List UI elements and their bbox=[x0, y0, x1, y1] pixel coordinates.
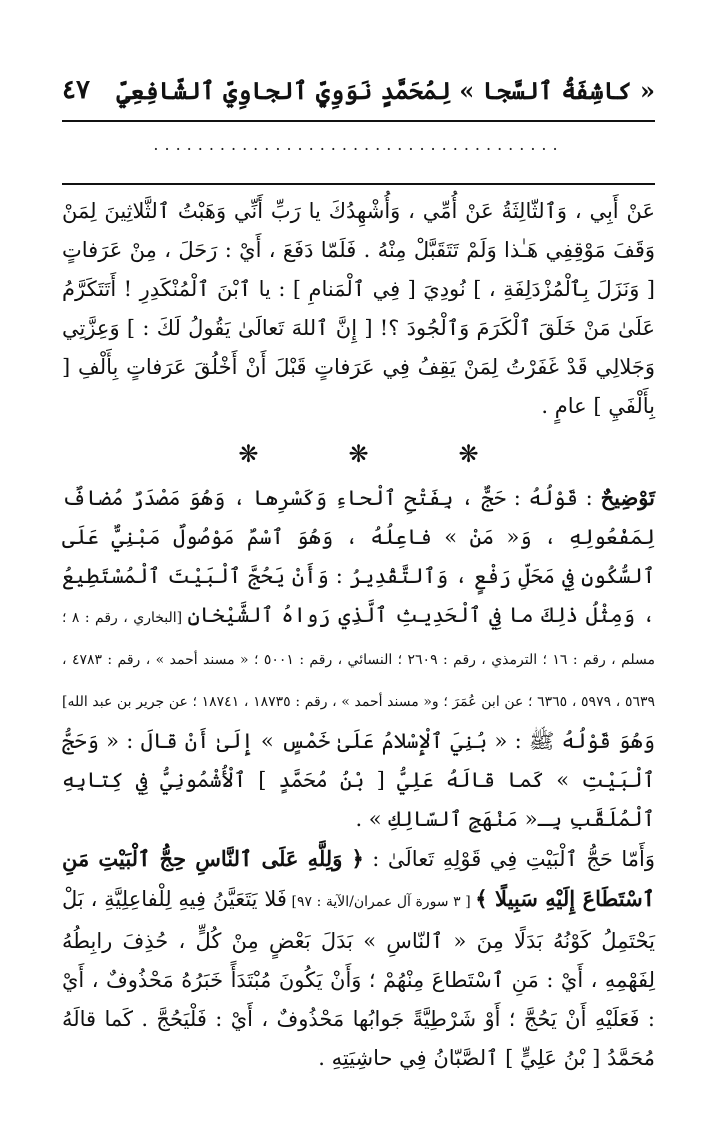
quran-verse: ﴿ وَلِلَّهِ عَلَى ٱلنَّاسِ حِجُّ ٱلْبَيْتِ مَنِ ٱسْتَطَاعَ إِلَيْهِ سَبِيلًا ﴾ bbox=[62, 846, 655, 911]
page-body bbox=[62, 192, 655, 1090]
dotted-separator: ..................................... bbox=[153, 135, 564, 154]
verse-commentary: فَلا يَتَعَيَّنُ فِيهِ لِلْفاعِلِيَّةِ ، بَلْ يَحْتَمِلُ كَوْنُهُ بَدَلًا مِنَ « ٱلنّاسِ » بَدَلَ بَعْضٍ مِنْ كُلٍّ ، حُذِفَ رابِطُهُ لِفَهْمِهِ ، أَيْ : مَنِ ٱسْتَطاعَ مِنْهُمْ ؛ وَأَنْ يَكُونَ مُبْتَدَأً خَبَرُهُ مَحْذُوفٌ ، أَيْ : فَعَلَيْهِ أَنْ يَحُجَّ ؛ أَوْ شَرْطِيَّةً جَوابُها مَحْذُوفٌ ، أَيْ : فَلْيَحُجَّ . كَما قالَهُ مُحَمَّدُ [ بْنُ عَلِيٍّ ] ٱلصَّبّانُ فِي حاشِيَتِهِ . bbox=[62, 887, 655, 1070]
first-paragraph: عَنْ أَبِي ، وَٱلثّالِثَةُ عَنْ أُمِّي ، وَأُشْهِدُكَ يا رَبِّ أَنِّي وَهَبْتُ ٱلثَّلاثِينَ لِمَنْ وَقَفَ مَوْقِفِي هَـٰذا وَلَمْ تَتَقَبَّلْ مِنْهُ . فَلَمّا دَفَعَ ، أَيْ : رَحَلَ ، مِنْ عَرَفاتٍ [ وَنَزَلَ بِٱلْمُزْدَلِفَةِ ، ] نُودِيَ [ فِي ٱلْمَنامِ ] : يا ٱبْنَ ٱلْمُنْكَدِرِ ! أَتَتَكَرَّمُ عَلَىٰ مَنْ خَلَقَ ٱلْكَرَمَ وَٱلْجُودَ ؟! [ إِنَّ ٱللهَ تَعالَىٰ يَقُولُ لَكَ : ] وَعِزَّتِي وَجَلالِي قَدْ غَفَرْتُ لِمَنْ يَقِفُ فِي عَرَفاتٍ قَبْلَ أَنْ أَخْلُقَ عَرَفاتٍ بِأَلْفِ [ بِأَلْفَيِ ] عامٍ . bbox=[62, 199, 655, 418]
star-icon: ❋ bbox=[348, 440, 369, 468]
running-title: « كاشِفَةُ ٱلسَّجا » لِمُحَمَّدٍ نَوَوِيٍّ ٱلجاوِيِّ ٱلشّافِعِيِّ bbox=[116, 75, 655, 105]
star-icon: ❋ bbox=[458, 440, 479, 468]
explanation-label: تَوْضِيحٌ bbox=[600, 485, 655, 510]
header-rule bbox=[62, 120, 655, 122]
separator-rule bbox=[62, 183, 655, 185]
explanation-paragraph bbox=[62, 478, 655, 839]
star-icon: ❋ bbox=[238, 440, 259, 468]
hadith-reference: [البخاري ، رقم : ٨ ؛ مسلم ، رقم : ١٦ ؛ الترمذي ، رقم : ٢٦٠٩ ؛ النسائي ، رقم : ٥٠٠١ ؛ « مسند أحمد » ، رقم : ٤٧٨٣ ، ٥٦٣٩ ، ٥٩٧٩ ، ٦٣٦٥ ؛ عن ابن عُمَرَ ؛ و« مسند أحمد » ، رقم : ١٨٧٣٥ ، ١٨٧٤١ ؛ عن جرير بن عبد الله] bbox=[62, 610, 656, 710]
page-header bbox=[62, 70, 655, 110]
section-divider bbox=[62, 440, 655, 468]
page-number: ٤٧ bbox=[62, 75, 90, 105]
verse-reference: [ ٣ سورة آل عمران/الآية : ٩٧] bbox=[286, 894, 476, 910]
explanation-text-2: وَهُوَ قَوْلُهُ ﷺ : « بُنِيَ ٱلْإِسْلامُ عَلَىٰ خَمْسٍ » إِلَىٰ أَنْ قالَ : « وَحَجُّ ٱلْبَيْتِ » كَما قالَهُ عَلِيُّ [ بْنُ مُحَمَّدٍ ] ٱلْأُشْمُونِيُّ فِي كِتابِهِ ٱلْمُلَقَّبِ بِـ« مَنْهَجِ ٱلسّالِكِ » . bbox=[62, 729, 655, 831]
verse-intro: وَأَمّا حَجُّ ٱلْبَيْتِ فِي قَوْلِهِ تَعالَىٰ : bbox=[363, 847, 655, 871]
verse-paragraph bbox=[62, 839, 655, 1078]
explanation-text-1: : قَوْلُهُ : حَجٌّ ، بِفَتْحِ ٱلْحاءِ وَكَسْرِها ، وَهُوَ مَصْدَرٌ مُضافٌ لِمَفْعُولِهِ ، وَ« مَنْ » فاعِلُهُ ، وَهُوَ ٱسْمٌ مَوْصُولٌ مَبْنِيٌّ عَلَى ٱلسُّكُونِ فِي مَحَلِّ رَفْعٍ ، وَٱلتَّقْدِيرُ : وَأَنْ يَحُجَّ ٱلْبَيْتَ ٱلْمُسْتَطِيعُ ، وَمِثْلُ ذٰلِكَ ما فِي ٱلْحَدِيثِ ٱلَّذِي رَواهُ ٱلشَّيْخانِ bbox=[62, 486, 655, 627]
